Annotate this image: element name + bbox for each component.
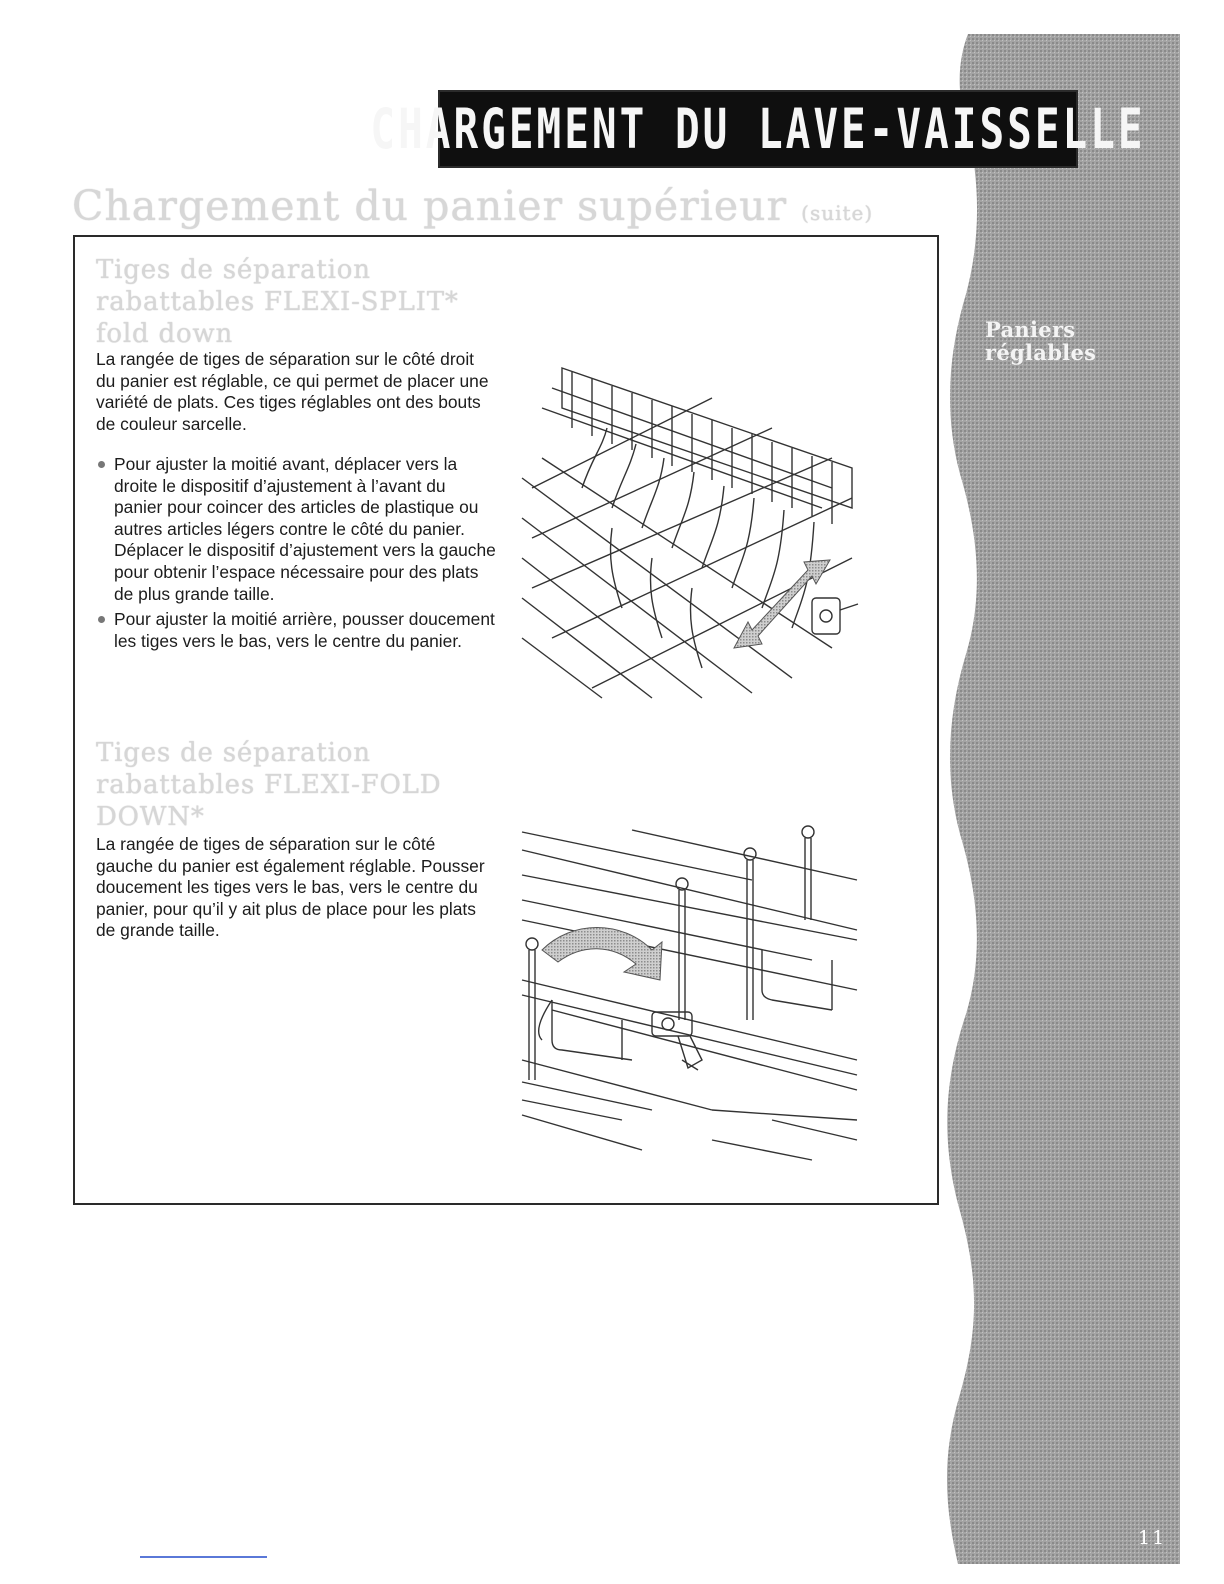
rack-illustration-flexi-split (512, 348, 872, 708)
bullet-icon (98, 616, 105, 623)
header-title: CHARGEMENT DU LAVE-VAISSELLE (370, 96, 1146, 162)
side-tab-line-2: réglables (985, 340, 1097, 365)
section-1-heading-line-1: Tiges de séparation (96, 255, 371, 285)
section-1-intro-text: La rangée de tiges de séparation sur le côté droit du panier est réglable, ce qui permet de placer une variété de plats. Ces tiges réglables ont des bouts de couleur sarcelle. (96, 349, 489, 434)
section-1-bullet-1-text: Pour ajuster la moitié avant, déplacer vers la droite le dispositif d’ajustement à l’avant du panier pour coincer des articles de plastique ou autres articles légers contre le côté du panier. Déplacer le dispositif d’ajustement vers la gauche pour obtenir l’espace nécessaire pour des plats de plus grande taille. (114, 454, 496, 604)
side-band (940, 34, 1180, 1564)
page-title-suffix: (suite) (801, 201, 874, 225)
section-1-bullet-2-text: Pour ajuster la moitié arrière, pousser doucement les tiges vers le bas, vers le centre du panier. (114, 609, 495, 651)
page-title (72, 182, 873, 230)
section-1-heading-line-2: rabattables FLEXI-SPLIT* (96, 287, 459, 317)
section-2-intro (96, 834, 496, 942)
side-tab-line-1: Paniers (985, 317, 1076, 342)
section-2-heading (96, 737, 441, 833)
rack-illustration-flexi-fold (512, 820, 872, 1170)
section-2-heading-line-2: rabattables FLEXI-FOLD (96, 770, 442, 800)
rack-illustration-flexi-split-graphic (512, 348, 872, 708)
page-number: 11 (1138, 1527, 1167, 1549)
section-2-heading-line-3: DOWN* (96, 802, 205, 832)
side-band-graphic (940, 34, 1180, 1564)
section-1-heading-line-3: fold down (96, 319, 233, 349)
page-title-text: Chargement du panier supérieur (72, 182, 788, 230)
header-banner (370, 90, 1146, 168)
section-2-intro-text: La rangée de tiges de séparation sur le côté gauche du panier est également réglable. Pousser doucement les tiges vers le bas, vers le centre du panier, pour qu’il y ait plus de place pour les plats de grande taille. (96, 834, 485, 941)
section-1-intro (96, 349, 498, 435)
section-1-bullets (96, 454, 496, 656)
section-2-heading-line-1: Tiges de séparation (96, 738, 371, 768)
section-1-bullet-2 (96, 609, 496, 652)
section-1-bullet-1 (96, 454, 496, 605)
side-tab-label (985, 318, 1135, 364)
bullet-icon (98, 461, 105, 468)
rack-illustration-flexi-fold-graphic (512, 820, 872, 1170)
footer-rule (140, 1556, 267, 1558)
section-1-heading (96, 254, 459, 350)
